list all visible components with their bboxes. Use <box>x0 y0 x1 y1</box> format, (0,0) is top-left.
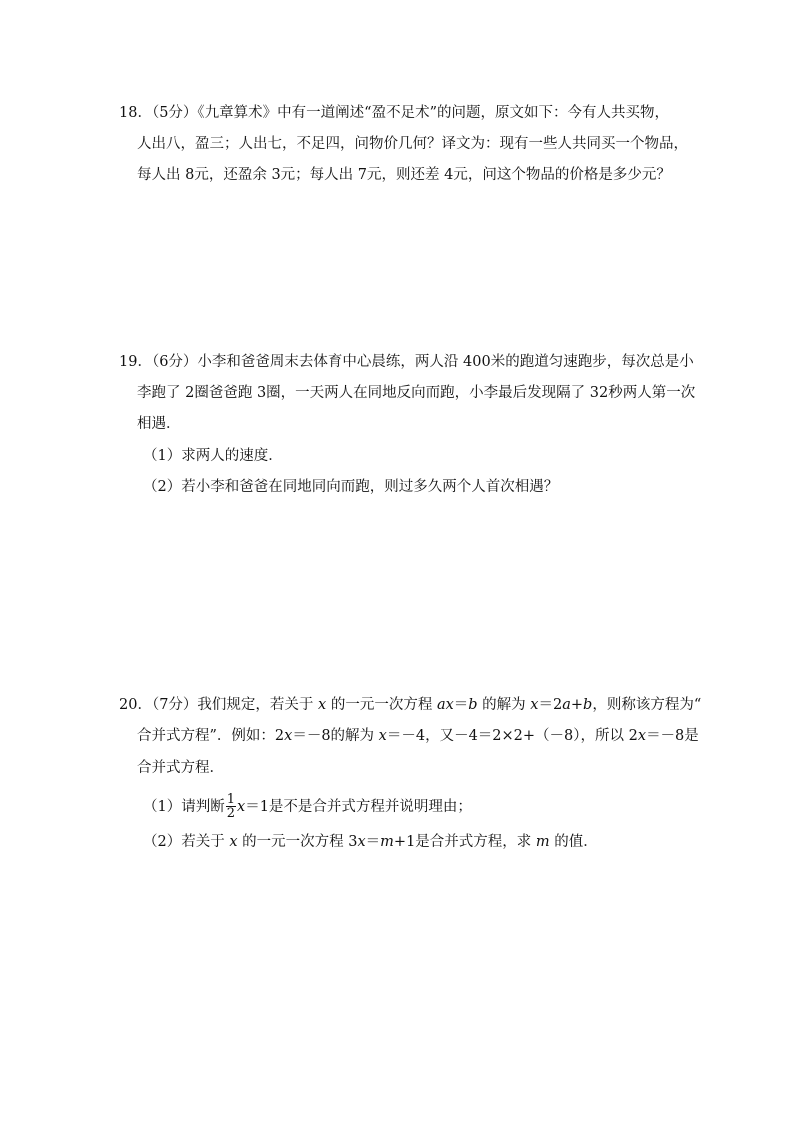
problem-19-line-2: 李跑了 2圈爸爸跑 3圈，一天两人在同地反向而跑，小李最后发现隔了 32秒两人第一次 <box>137 385 696 401</box>
text-segment: ＝－8是 <box>646 728 699 744</box>
variable-x: x <box>237 799 246 815</box>
text-segment: 的一元一次方程 3 <box>237 834 358 850</box>
text-segment: ＝2 <box>538 697 563 713</box>
problem-20-line-3: 合并式方程． <box>137 760 224 776</box>
text-segment: 合并式方程”．例如：2 <box>137 728 285 744</box>
problem-19-sub-1: （1）求两人的速度． <box>143 448 283 464</box>
fraction-numerator: 1 <box>226 791 236 807</box>
problem-19-sub-2: （2）若小李和爸爸在同地同向而跑，则过多久两个人首次相遇？ <box>143 479 559 495</box>
text-segment: ＝1是不是合并式方程并说明理由； <box>245 799 472 815</box>
fraction-one-half <box>226 793 236 820</box>
text-segment: +1是合并式方程，求 <box>393 834 536 850</box>
text-segment: + <box>570 697 584 713</box>
variable-x: x <box>357 834 366 850</box>
variable-x: x <box>318 697 327 713</box>
problem-19-text-1: （6分）小李和爸爸周末去体育中心晨练，两人沿 400米的跑道匀速跑步，每次总是小 <box>151 354 694 370</box>
problem-19-number: 19． <box>119 354 152 370</box>
variable-x: x <box>530 697 539 713</box>
text-segment: （1）请判断 <box>143 799 225 815</box>
variable-a: a <box>562 697 571 713</box>
variable-m: m <box>380 834 394 850</box>
text-segment: 的一元一次方程 <box>326 697 437 713</box>
variable-x: x <box>284 728 293 744</box>
variable-x: x <box>637 728 647 744</box>
text-segment: （2）若关于 <box>143 834 230 850</box>
problem-18-number: 18． <box>119 105 152 121</box>
text-segment: ＝－4，又－4＝2×2+（－8），所以 2 <box>386 728 638 744</box>
text-segment: 的值． <box>549 834 598 850</box>
problem-18-text-1: （5分）《九章算术》中有一道阐述“盈不足术”的问题，原文如下：今有人共买物， <box>151 105 670 121</box>
variable-ax: ax <box>436 697 454 713</box>
variable-b: b <box>468 697 478 713</box>
problem-20-sub-1 <box>143 793 472 821</box>
text-segment: ＝ <box>453 697 469 713</box>
problem-18-line-3: 每人出 8元，还盈余 3元；每人出 7元，则还差 4元，问这个物品的价格是多少元？ <box>137 167 671 183</box>
problem-20-line-1 <box>119 695 701 715</box>
text-segment: ＝－8的解为 <box>292 728 379 744</box>
variable-x: x <box>229 834 238 850</box>
problem-18-line-2: 人出八，盈三；人出七，不足四，问物价几何？译文为：现有一些人共同买一个物品， <box>137 136 688 152</box>
fraction-denominator: 2 <box>226 805 236 821</box>
variable-x: x <box>378 728 387 744</box>
text-segment: ，则称该方程为“ <box>592 697 702 713</box>
problem-19-line-3: 相遇． <box>137 416 181 432</box>
text-segment: ＝ <box>365 834 381 850</box>
text-segment: （7分）我们规定，若关于 <box>151 697 319 713</box>
variable-m: m <box>535 834 550 850</box>
problem-19-line-1 <box>119 352 694 372</box>
problem-20-sub-2 <box>143 832 598 852</box>
variable-b: b <box>583 697 593 713</box>
problem-20-line-2 <box>137 726 699 746</box>
problem-20-number: 20． <box>119 697 152 713</box>
problem-18-line-1 <box>119 103 669 123</box>
text-segment: 的解为 <box>477 697 531 713</box>
